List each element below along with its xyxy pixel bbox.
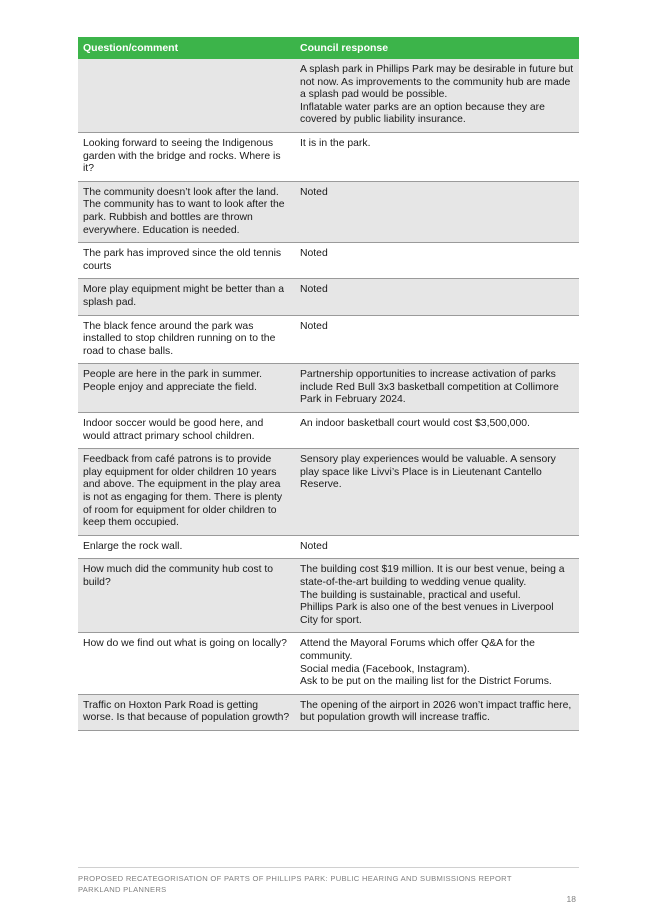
response-line: Sensory play experiences would be valuable. A sensory play space like Livvi’s Place is in Lieutenant Cantello Reserve. bbox=[300, 454, 556, 491]
response-cell bbox=[295, 59, 579, 132]
response-line: A splash park in Phillips Park may be desirable in future but not now. As improvements to the community hub are made a splash pad would be possible. bbox=[300, 64, 574, 101]
question-cell bbox=[78, 59, 295, 132]
response-cell bbox=[295, 694, 579, 730]
response-cell bbox=[295, 279, 579, 315]
response-line: Noted bbox=[300, 284, 328, 296]
response-line: Noted bbox=[300, 320, 328, 332]
table-row bbox=[78, 449, 579, 536]
response-line: Partnership opportunities to increase activation of parks include Red Bull 3x3 basketball competition at Collimore Park in February 2024. bbox=[300, 369, 559, 406]
table-row bbox=[78, 694, 579, 730]
page-number: 18 bbox=[566, 894, 576, 904]
question-cell: Indoor soccer would be good here, and would attract primary school children. bbox=[78, 413, 295, 449]
question-cell: More play equipment might be better than a splash pad. bbox=[78, 279, 295, 315]
comments-table bbox=[78, 37, 579, 731]
response-cell bbox=[295, 559, 579, 633]
table-row bbox=[78, 559, 579, 633]
question-cell: How do we find out what is going on locally? bbox=[78, 633, 295, 694]
response-cell bbox=[295, 181, 579, 242]
response-line: Noted bbox=[300, 540, 328, 552]
question-cell: Looking forward to seeing the Indigenous garden with the bridge and rocks. Where is it? bbox=[78, 132, 295, 181]
response-cell bbox=[295, 413, 579, 449]
table-row bbox=[78, 181, 579, 242]
question-cell: People are here in the park in summer. People enjoy and appreciate the field. bbox=[78, 364, 295, 413]
header-response: Council response bbox=[295, 37, 579, 59]
table-body bbox=[78, 59, 579, 730]
table-row bbox=[78, 132, 579, 181]
response-line: Noted bbox=[300, 248, 328, 260]
page-footer bbox=[78, 873, 579, 895]
response-line: Phillips Park is also one of the best venues in Liverpool City for sport. bbox=[300, 602, 554, 626]
footer-title: PROPOSED RECATEGORISATION OF PARTS OF PHILLIPS PARK: PUBLIC HEARING AND SUBMISSIONS REPORT bbox=[78, 874, 512, 883]
response-line: Social media (Facebook, Instagram). bbox=[300, 663, 470, 675]
response-line: Noted bbox=[300, 186, 328, 198]
table-header-row bbox=[78, 37, 579, 59]
response-cell bbox=[295, 364, 579, 413]
response-line: An indoor basketball court would cost $3,500,000. bbox=[300, 418, 530, 430]
table-row bbox=[78, 243, 579, 279]
response-cell bbox=[295, 633, 579, 694]
response-line: The building cost $19 million. It is our best venue, being a state-of-the-art building to wedding venue quality. bbox=[300, 564, 565, 588]
response-line: Inflatable water parks are an option because they are covered by public liability insurance. bbox=[300, 101, 545, 126]
question-cell: Enlarge the rock wall. bbox=[78, 535, 295, 559]
table-row bbox=[78, 364, 579, 413]
footer-divider bbox=[78, 867, 579, 868]
response-line: Ask to be put on the mailing list for the District Forums. bbox=[300, 676, 552, 688]
question-cell: Traffic on Hoxton Park Road is getting worse. Is that because of population growth? bbox=[78, 694, 295, 730]
response-line: The building is sustainable, practical and useful. bbox=[300, 589, 521, 601]
footer-author: PARKLAND PLANNERS bbox=[78, 885, 167, 894]
response-cell bbox=[295, 535, 579, 559]
header-question: Question/comment bbox=[78, 37, 295, 59]
response-cell bbox=[295, 243, 579, 279]
question-cell: The black fence around the park was installed to stop children running on to the road to chase balls. bbox=[78, 315, 295, 364]
question-cell: How much did the community hub cost to build? bbox=[78, 559, 295, 633]
table-row bbox=[78, 59, 579, 132]
table-row bbox=[78, 535, 579, 559]
question-cell: Feedback from café patrons is to provide play equipment for older children 10 years and above. The equipment in the play area is not as engaging for them. There is plenty of room for equipment for older children to keep them occupied. bbox=[78, 449, 295, 536]
response-cell bbox=[295, 132, 579, 181]
table-row bbox=[78, 413, 579, 449]
response-line: The opening of the airport in 2026 won’t impact traffic here, but population growth will increase traffic. bbox=[300, 699, 572, 724]
response-cell bbox=[295, 315, 579, 364]
document-page bbox=[78, 37, 579, 731]
question-cell: The park has improved since the old tennis courts bbox=[78, 243, 295, 279]
table-row bbox=[78, 633, 579, 694]
table-row bbox=[78, 279, 579, 315]
response-cell bbox=[295, 449, 579, 536]
question-cell: The community doesn’t look after the land. The community has to want to look after the park. Rubbish and bottles are thrown everywhere. Education is needed. bbox=[78, 181, 295, 242]
response-line: It is in the park. bbox=[300, 137, 371, 149]
response-line: Attend the Mayoral Forums which offer Q&A for the community. bbox=[300, 638, 535, 662]
table-row bbox=[78, 315, 579, 364]
